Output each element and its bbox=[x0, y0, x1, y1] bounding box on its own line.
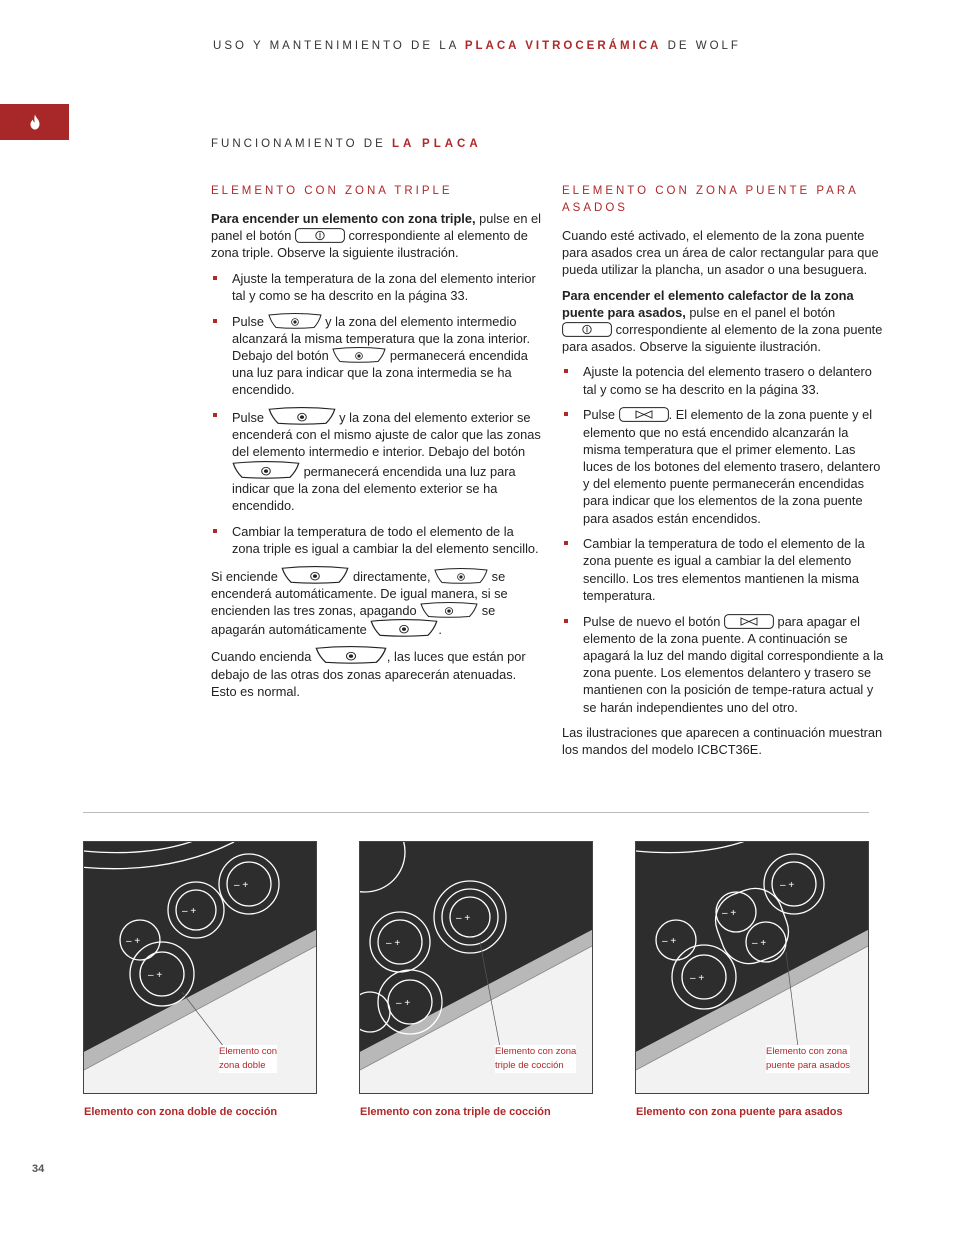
left-column bbox=[211, 210, 541, 708]
right-column bbox=[562, 227, 884, 767]
zone-button-icon bbox=[370, 619, 438, 637]
zone-button-icon bbox=[268, 407, 336, 425]
list-item: Pulse de nuevo el botón para apagar el elemento de la zona puente. A continuación se apagará la luz del mando digital correspondiente a la zona puente. Los elementos delantero y trasero se mantienen con la posición de tempe-ratura actual y se harán independientes uno del otro. bbox=[562, 613, 884, 716]
svg-text:– +: – + bbox=[752, 938, 767, 949]
figure-caption: Elemento con zona puente para asados bbox=[636, 1106, 843, 1118]
power-button-icon bbox=[562, 322, 612, 337]
section-title: FUNCIONAMIENTO DE LA PLACA bbox=[211, 138, 482, 150]
svg-text:– +: – + bbox=[456, 913, 471, 924]
list-item: Ajuste la temperatura de la zona del elemento interior tal y como se ha descrito en la página 33. bbox=[211, 270, 541, 304]
list-item: Pulse . El elemento de la zona puente y el elemento que no está encendido alcanzarán la misma temperatura que el primer elemento. Las luces de los botones del elemento trasero, delantero y del elemento puente permanecerán encendidas para indicar que los elementos de la zona puente para asados están encendidos. bbox=[562, 406, 884, 526]
right-para-2: Para encender el elemento calefactor de la zona puente para asados, pulse en el panel el botón correspondiente al elemento de la zona puente para asados. Observe la siguiente ilustración. bbox=[562, 287, 883, 355]
page-header bbox=[0, 40, 954, 52]
zone-button-icon bbox=[315, 646, 387, 664]
page-number: 34 bbox=[32, 1163, 45, 1175]
figure-label: Elemento con zona triple de cocción bbox=[495, 1046, 577, 1071]
right-para-3: Las ilustraciones que aparecen a continuación muestran los mandos del modelo ICBCT36E. bbox=[562, 725, 883, 758]
left-heading: ELEMENTO CON ZONA TRIPLE bbox=[211, 185, 453, 197]
svg-text:– +: – + bbox=[234, 880, 249, 891]
figure-label: Elemento con zona doble bbox=[219, 1046, 278, 1071]
power-button-icon bbox=[295, 228, 345, 243]
cooktop-illustration bbox=[84, 842, 316, 1093]
list-item: Pulse y la zona del elemento exterior se encenderá con el mismo ajuste de calor que las zonas del elemento intermedio e interior. Debajo del botón permanecerá encendida una luz para indicar que la zona del elemento exterior se ha encendido. bbox=[211, 407, 541, 514]
list-item: Pulse y la zona del elemento intermedio alcanzará la misma temperatura que la zona interior. Debajo del botón permanecerá encendida una luz para indicar que la zona intermedia se ha encendido. bbox=[211, 313, 541, 399]
svg-text:– +: – + bbox=[690, 973, 705, 984]
header-highlight: PLACA VITROCERÁMICA bbox=[464, 40, 662, 52]
section-tab bbox=[0, 104, 69, 140]
zone-button-icon bbox=[268, 313, 322, 329]
divider bbox=[83, 812, 869, 813]
right-para-1: Cuando esté activado, el elemento de la zona puente para asados crea un área de calor rectangular para que pueda utilizar la plancha, un asador o una besuguera. bbox=[562, 228, 879, 278]
list-item: Ajuste la potencia del elemento trasero o delantero tal y como se ha descrito en la página 33. bbox=[562, 363, 884, 397]
svg-text:– +: – + bbox=[182, 906, 197, 917]
header-prefix: USO Y MANTENIMIENTO DE LA bbox=[213, 40, 459, 52]
right-heading: ELEMENTO CON ZONA PUENTE PARA ASADOS bbox=[562, 185, 859, 214]
right-bullets bbox=[562, 363, 884, 715]
zone-button-icon bbox=[332, 347, 386, 363]
figure-label: Elemento con zona puente para asados bbox=[766, 1046, 850, 1071]
left-intro: Para encender un elemento con zona triple, pulse en el panel el botón correspondiente al elemento de zona triple. Observe la siguiente ilustración. bbox=[211, 211, 542, 261]
list-item: Cambiar la temperatura de todo el elemento de la zona triple es igual a cambiar la del elemento sencillo. bbox=[211, 523, 541, 557]
left-bullets bbox=[211, 270, 541, 558]
list-item: Cambiar la temperatura de todo el elemento de la zona puente es igual a cambiar la del elemento sencillo. Los tres elementos mantienen la misma temperatura. bbox=[562, 535, 884, 604]
svg-text:– +: – + bbox=[722, 908, 737, 919]
svg-text:– +: – + bbox=[396, 998, 411, 1009]
svg-text:– +: – + bbox=[126, 936, 141, 947]
zone-button-icon bbox=[420, 602, 478, 618]
zone-button-icon bbox=[434, 568, 488, 584]
figure-dual-zone bbox=[83, 841, 317, 1094]
svg-text:– +: – + bbox=[386, 938, 401, 949]
svg-text:– +: – + bbox=[780, 880, 795, 891]
header-suffix: DE WOLF bbox=[667, 40, 741, 52]
zone-button-icon bbox=[232, 461, 300, 479]
figure-bridge-zone bbox=[635, 841, 869, 1094]
zone-button-icon bbox=[281, 566, 349, 584]
figure-caption: Elemento con zona doble de cocción bbox=[84, 1106, 278, 1118]
figure-caption: Elemento con zona triple de cocción bbox=[360, 1106, 551, 1118]
flame-icon bbox=[28, 114, 42, 130]
svg-text:– +: – + bbox=[662, 936, 677, 947]
bridge-button-icon bbox=[619, 407, 669, 422]
bridge-button-icon bbox=[724, 614, 774, 629]
left-para-2: Si enciende directamente, se encenderá automáticamente. De igual manera, si se encienden las tres zonas, apagando se apagarán automáticamente . bbox=[211, 566, 541, 639]
left-para-3: Cuando encienda , las luces que están por debajo de las otras dos zonas aparecerán atenuadas. Esto es normal. bbox=[211, 646, 541, 700]
figure-triple-zone bbox=[359, 841, 593, 1094]
svg-text:– +: – + bbox=[148, 970, 163, 981]
